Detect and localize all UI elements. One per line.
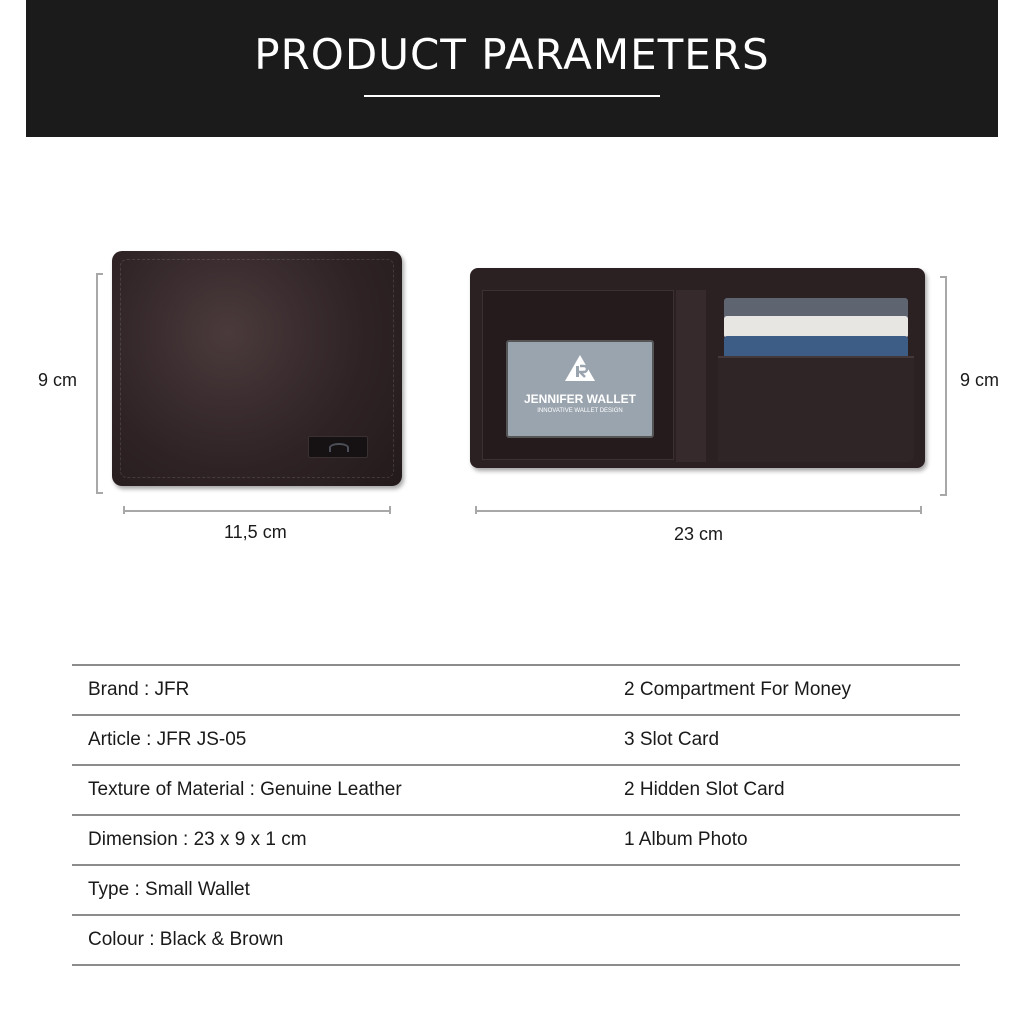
wallet-spine <box>676 290 706 462</box>
spec-cell: Texture of Material : Genuine Leather <box>72 765 608 815</box>
open-width-dimension-line <box>475 510 922 512</box>
title-underline <box>364 95 660 97</box>
closed-width-label: 11,5 cm <box>224 522 287 542</box>
feature-cell: 1 Album Photo <box>608 815 960 865</box>
feature-cell <box>608 915 960 965</box>
open-width-label: 23 cm <box>674 524 724 544</box>
feature-cell: 3 Slot Card <box>608 715 960 765</box>
id-card-title: JENNIFER WALLET <box>523 392 636 406</box>
closed-height-dimension-line <box>96 273 98 494</box>
feature-cell: 2 Compartment For Money <box>608 665 960 715</box>
brand-plate-icon <box>308 436 368 458</box>
header-banner <box>26 0 998 137</box>
id-window <box>506 340 654 438</box>
id-card-subtitle: INNOVATIVE WALLET DESIGN <box>537 408 623 414</box>
closed-wallet-image <box>112 251 402 486</box>
open-height-dimension-line <box>945 276 947 496</box>
spec-cell: Brand : JFR <box>72 665 608 715</box>
spec-cell: Article : JFR JS-05 <box>72 715 608 765</box>
table-row <box>72 865 960 915</box>
spec-table <box>72 664 960 966</box>
table-row <box>72 715 960 765</box>
table-row <box>72 665 960 715</box>
table-row <box>72 915 960 965</box>
closed-width-dimension-line <box>123 510 391 512</box>
card-slot-2 <box>724 316 908 338</box>
feature-cell: 2 Hidden Slot Card <box>608 765 960 815</box>
spec-cell: Colour : Black & Brown <box>72 915 608 965</box>
right-pocket <box>718 356 914 462</box>
spec-cell: Dimension : 23 x 9 x 1 cm <box>72 815 608 865</box>
page-title: PRODUCT PARAMETERS <box>254 30 770 79</box>
card-slot-3 <box>724 336 908 358</box>
table-row <box>72 815 960 865</box>
table-row <box>72 765 960 815</box>
closed-height-label: 9 cm <box>38 370 78 390</box>
open-wallet-image <box>470 268 925 468</box>
open-height-label: 9 cm <box>960 370 1000 390</box>
feature-cell <box>608 865 960 915</box>
spec-cell: Type : Small Wallet <box>72 865 608 915</box>
brand-logo-icon <box>564 354 596 382</box>
